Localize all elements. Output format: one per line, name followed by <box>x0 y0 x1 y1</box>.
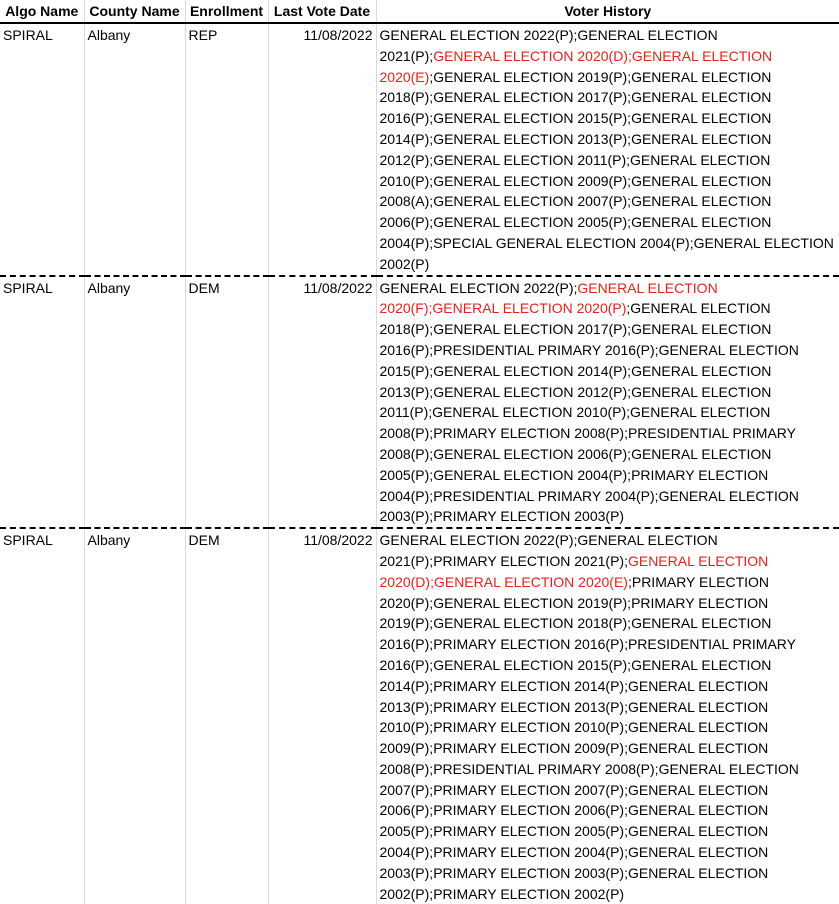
history-segment: ;GENERAL ELECTION 2019(P);GENERAL ELECTION 2018(P);GENERAL ELECTION 2017(P);GENERAL ELECTION 2016(P);GENERAL ELECTION 2015(P);GENERAL ELECTION 2014(P);GENERAL ELECTION 2013(P);GENERAL ELECTION 2012(P);GENERAL ELECTION 2011(P);GENERAL ELECTION 2010(P);GENERAL ELECTION 2009(P);GENERAL ELECTION 2008(A);GENERAL ELECTION 2007(P);GENERAL ELECTION 2006(P);GENERAL ELECTION 2005(P);GENERAL ELECTION 2004(P);SPECIAL GENERAL ELECTION 2004(P);GENERAL ELECTION 2002(P) <box>379 68 834 272</box>
enrollment-cell[interactable]: DEM <box>185 276 268 529</box>
history-segment: ;PRIMARY ELECTION 2020(P);GENERAL ELECTION 2019(P);PRIMARY ELECTION 2019(P);GENERAL ELECTION 2018(P);GENERAL ELECTION 2016(P);PRIMARY ELECTION 2016(P);PRESIDENTIAL PRIMARY 2016(P);GENERAL ELECTION 2015(P);GENERAL ELECTION 2014(P);PRIMARY ELECTION 2014(P);GENERAL ELECTION 2013(P);PRIMARY ELECTION 2013(P);GENERAL ELECTION 2010(P);PRIMARY ELECTION 2010(P);GENERAL ELECTION 2009(P);PRIMARY ELECTION 2009(P);GENERAL ELECTION 2008(P);PRESIDENTIAL PRIMARY 2008(P);GENERAL ELECTION 2007(P);PRIMARY ELECTION 2007(P);GENERAL ELECTION 2006(P);PRIMARY ELECTION 2006(P);GENERAL ELECTION 2005(P);PRIMARY ELECTION 2005(P);GENERAL ELECTION 2004(P);PRIMARY ELECTION 2004(P);GENERAL ELECTION 2003(P);PRIMARY ELECTION 2003(P);GENERAL ELECTION 2002(P);PRIMARY ELECTION 2002(P) <box>379 573 799 902</box>
header-voter-history[interactable]: Voter History <box>376 0 839 23</box>
history-segment: ;GENERAL ELECTION 2018(P);GENERAL ELECTION 2017(P);GENERAL ELECTION 2016(P);PRESIDENTIAL PRIMARY 2016(P);GENERAL ELECTION 2015(P);GENERAL ELECTION 2014(P);GENERAL ELECTION 2013(P);GENERAL ELECTION 2012(P);GENERAL ELECTION 2011(P);GENERAL ELECTION 2010(P);GENERAL ELECTION 2008(P);PRIMARY ELECTION 2008(P);PRESIDENTIAL PRIMARY 2008(P);GENERAL ELECTION 2006(P);GENERAL ELECTION 2005(P);GENERAL ELECTION 2004(P);PRIMARY ELECTION 2004(P);PRESIDENTIAL PRIMARY 2004(P);GENERAL ELECTION 2003(P);PRIMARY ELECTION 2003(P) <box>379 300 799 525</box>
table-body <box>0 23 839 904</box>
voter-history-cell[interactable] <box>376 276 839 529</box>
history-segment-highlighted: GENERAL ELECTION 2020(D);GENERAL ELECTION 2020(E) <box>379 552 769 590</box>
header-algo-name[interactable]: Algo Name <box>0 0 84 23</box>
enrollment-cell[interactable]: DEM <box>185 528 268 904</box>
county-name-cell[interactable]: Albany <box>84 528 185 904</box>
history-segment-highlighted: GENERAL ELECTION 2020(F);GENERAL ELECTION 2020(P) <box>379 279 718 317</box>
header-last-vote-date[interactable]: Last Vote Date <box>268 0 376 23</box>
history-segment: GENERAL ELECTION 2022(P);GENERAL ELECTION 2021(P);PRIMARY ELECTION 2021(P); <box>379 532 718 569</box>
voter-history-cell[interactable] <box>376 23 839 276</box>
voter-history-cell[interactable] <box>376 528 839 904</box>
table-row <box>0 528 839 904</box>
county-name-cell[interactable]: Albany <box>84 23 185 276</box>
table-row <box>0 23 839 276</box>
county-name-cell[interactable]: Albany <box>84 276 185 529</box>
history-segment: GENERAL ELECTION 2022(P);GENERAL ELECTION 2021(P); <box>379 27 718 64</box>
algo-name-cell[interactable]: SPIRAL <box>0 23 84 276</box>
last-vote-date-cell[interactable]: 11/08/2022 <box>268 276 376 529</box>
history-segment: GENERAL ELECTION 2022(P); <box>379 279 578 296</box>
last-vote-date-cell[interactable]: 11/08/2022 <box>268 23 376 276</box>
algo-name-cell[interactable]: SPIRAL <box>3 532 53 549</box>
table-row <box>0 276 839 529</box>
header-enrollment[interactable]: Enrollment <box>185 0 268 23</box>
history-segment-highlighted: GENERAL ELECTION 2020(D);GENERAL ELECTION 2020(E) <box>379 47 773 85</box>
algo-name-cell[interactable]: SPIRAL <box>0 276 84 529</box>
last-vote-date-cell[interactable]: 11/08/2022 <box>268 528 376 904</box>
header-county-name[interactable]: County Name <box>84 0 185 23</box>
enrollment-cell[interactable]: REP <box>185 23 268 276</box>
table-header <box>0 0 839 23</box>
header-row <box>0 0 839 23</box>
